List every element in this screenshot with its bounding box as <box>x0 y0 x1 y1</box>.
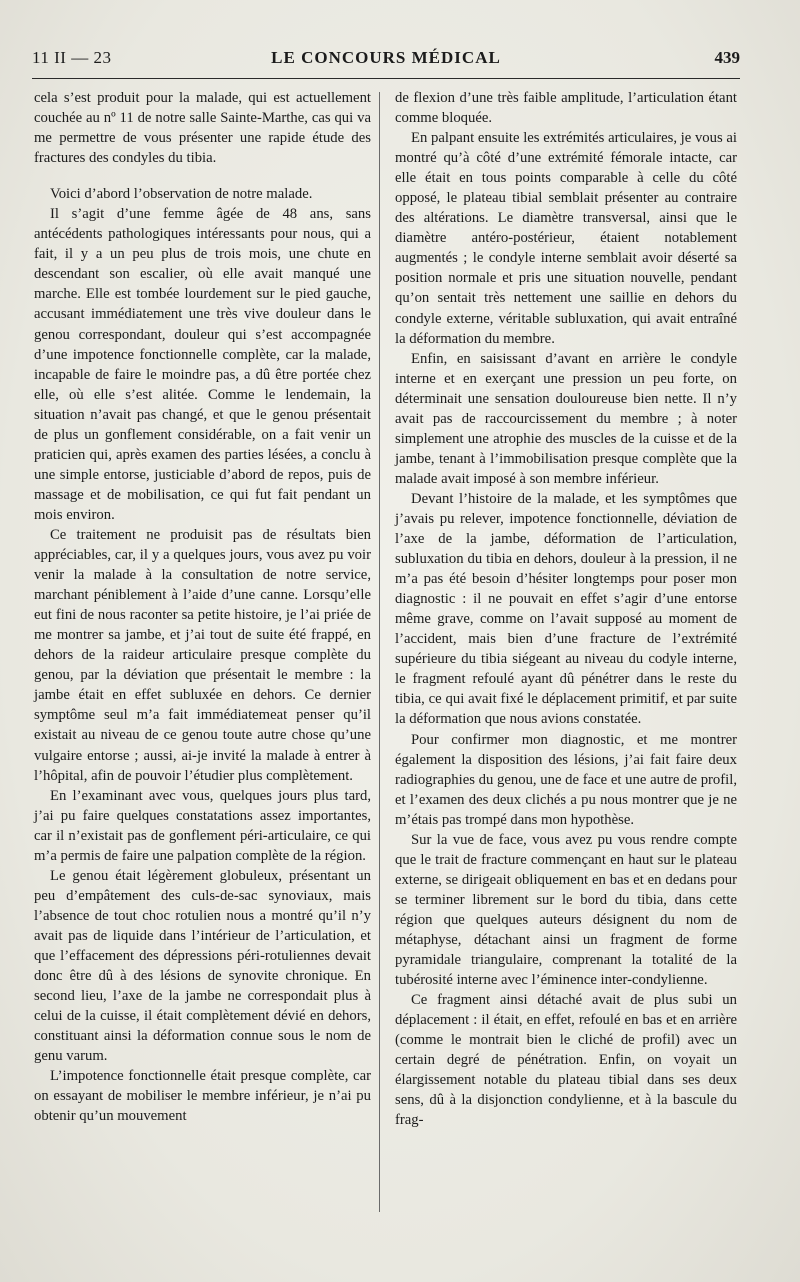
paragraph: Ce traitement ne produisit pas de résultats bien appréciables, car, il y a quelques jours, vous avez pu voir venir la malade à la consultation de notre service, marchant péniblement à l’aide d’une canne. Lorsqu’elle eut fini de nous raconter sa petite histoire, je l’ai priée de me montrer sa jambe, et j’ai tout de suite été frappé, en dehors de la raideur articulaire presque complète du genou, par la déviation que présentait le membre : la jambe était en effet subluxée en dehors. Ce dernier symptôme seul m’a fait immédiatemeat penser qu’il existait au niveau de ce genou toute autre chose qu’une vulgaire entorse ; aussi, ai-je invité la malade à entrer à l’hôpital, afin de pouvoir l’étudier plus complètement. <box>34 526 371 784</box>
paragraph: L’impotence fonctionnelle était presque complète, car on essayant de mobiliser le membre inférieur, je n’ai pu obtenir qu’un mouvement <box>34 1068 371 1125</box>
paragraph: cela s’est produit pour la malade, qui est actuellement couchée au nº 11 de notre salle Sainte-Marthe, cas qui va me permettre de vous présenter une rapide étude des fractures des condyles du tibia. <box>34 90 371 167</box>
header-issue-number: 11 II — 23 <box>32 48 112 67</box>
paragraph: Sur la vue de face, vous avez pu vous rendre compte que le trait de fracture commençant en haut sur le plateau externe, se dirigeait obliquement en bas et en dedans pour se terminer librement sur le bord du tibia, dans cette région que quelques auteurs désignent du nom de métaphyse, détachant ainsi un fragment de forme pyramidale triangulaire, comprenant la totalité de la tubérosité interne avec l’éminence inter-condylienne. <box>395 831 737 989</box>
running-header <box>32 44 740 74</box>
paragraph: Il s’agit d’une femme âgée de 48 ans, sans antécédents pathologiques intéressants pour nous, qui a fait, il y a un peu plus de trois mois, une chute en descendant son escalier, où elle avait manqué une marche. Elle est tombée lourdement sur le pied gauche, accusant immédiatement une très vive douleur dans le genou correspondant, douleur qui s’est accompagnée d’une impotence fonctionnelle complète, car la malade, incapable de faire le moindre pas, a dû être portée chez elle, où elle s’est alitée. Comme le lendemain, la situation n’avait pas changé, et que le genou présentait de plus un gonflement considérable, on a fait venir un praticien qui, après examen des parties lésées, a conclu à une simple entorse, justiciable d’abord de repos, puis de massage et de mobilisation, ce qui fut fait pendant un mois environ. <box>34 206 371 523</box>
header-rule <box>32 78 740 79</box>
paragraph: Devant l’histoire de la malade, et les symptômes que j’avais pu relever, impotence fonctionnelle, déviation de l’axe de la jambe, déformation de l’articulation, subluxation du tibia en dehors, douleur à la pression, il ne m’a pas été besoin d’hésiter longtemps pour poser mon diagnostic : il ne pouvait en effet s’agir d’une entorse même grave, comme on l’avait supposé au moment de l’accident, mais bien d’une fracture de l’extrémité supérieure du tibia siégeant au niveau du codyle interne, le fragment refoulé ayant dû pénétrer dans le reste du tibia, ce qui avait fixé le déplacement primitif, et par suite la déformation que nous avions constatée. <box>395 490 737 728</box>
journal-title: LE CONCOURS MÉDICAL <box>271 48 501 67</box>
page-number: 439 <box>714 48 740 67</box>
paragraph: Le genou était légèrement globuleux, présentant un peu d’empâtement des culs-de-sac synoviaux, mais l’absence de tout choc rotulien nous a montré qu’il n’y avait pas de liquide dans l’intérieur de l’articulation, et que l’effacement des dépressions péri-rotuliennes devait donc être dû à des lésions de synovite chronique. En second lieu, l’axe de la jambe ne correspondait plus à celui de la cuisse, il était complètement dévié en dehors, constituant ainsi la déformation connue sous le nom de genu varum. <box>34 867 371 1065</box>
paragraph: Ce fragment ainsi détaché avait de plus subi un déplacement : il était, en effet, refoulé en bas et en arrière (comme le montrait bien le cliché de profil) avec un certain degré de pénétration. Enfin, on voyait un élargissement notable du plateau tibial dans ses deux sens, dû à la disjonction condylienne, et à la bascule du frag- <box>395 992 737 1129</box>
paragraph: Voici d’abord l’observation de notre malade. <box>50 186 313 203</box>
paragraph: En palpant ensuite les extrémités articulaires, je vous ai montré qu’à côté d’une extrémité fémorale intacte, car elle était en tous points comparable à celle du côté opposé, le plateau tibial semblait présenter au contraire des altérations. Le diamètre transversal, ainsi que le diamètre antéro-postérieur, étaient notablement augmentés ; le condyle interne semblait avoir déserté sa position normale et pris une situation nouvelle, pendant qu’on sentait très nettement une saillie en dehors du condyle externe, véritable subluxation, qui avait entraîné la déformation du membre. <box>395 130 737 347</box>
paragraph: Enfin, en saisissant d’avant en arrière le condyle interne et en exerçant une pression un peu forte, on déterminait une sensation douloureuse bien nette. Il n’y avait pas de raccourcissement du membre ; à noter simplement une atrophie des muscles de la cuisse et de la jambe, tenant à l’immobilisation presque complète que la malade avait imposé à son membre inférieur. <box>395 350 737 487</box>
column-divider <box>379 92 380 1212</box>
paragraph: de flexion d’une très faible amplitude, l’articulation étant comme bloquée. <box>395 90 737 127</box>
paragraph: En l’examinant avec vous, quelques jours plus tard, j’ai pu faire quelques constatations assez importantes, car il n’existait pas de gonflement péri-articulaire, ce qui m’a permis de faire une palpation complète de la région. <box>34 787 371 864</box>
left-column <box>34 88 371 1126</box>
paragraph: Pour confirmer mon diagnostic, et me montrer également la disposition des lésions, j’ai fait faire deux radiographies du genou, une de face et une autre de profil, et l’examen des deux clichés a pu nous montrer que je ne m’étais pas trompé dans mon hypothèse. <box>395 731 737 828</box>
right-column <box>395 88 737 1130</box>
